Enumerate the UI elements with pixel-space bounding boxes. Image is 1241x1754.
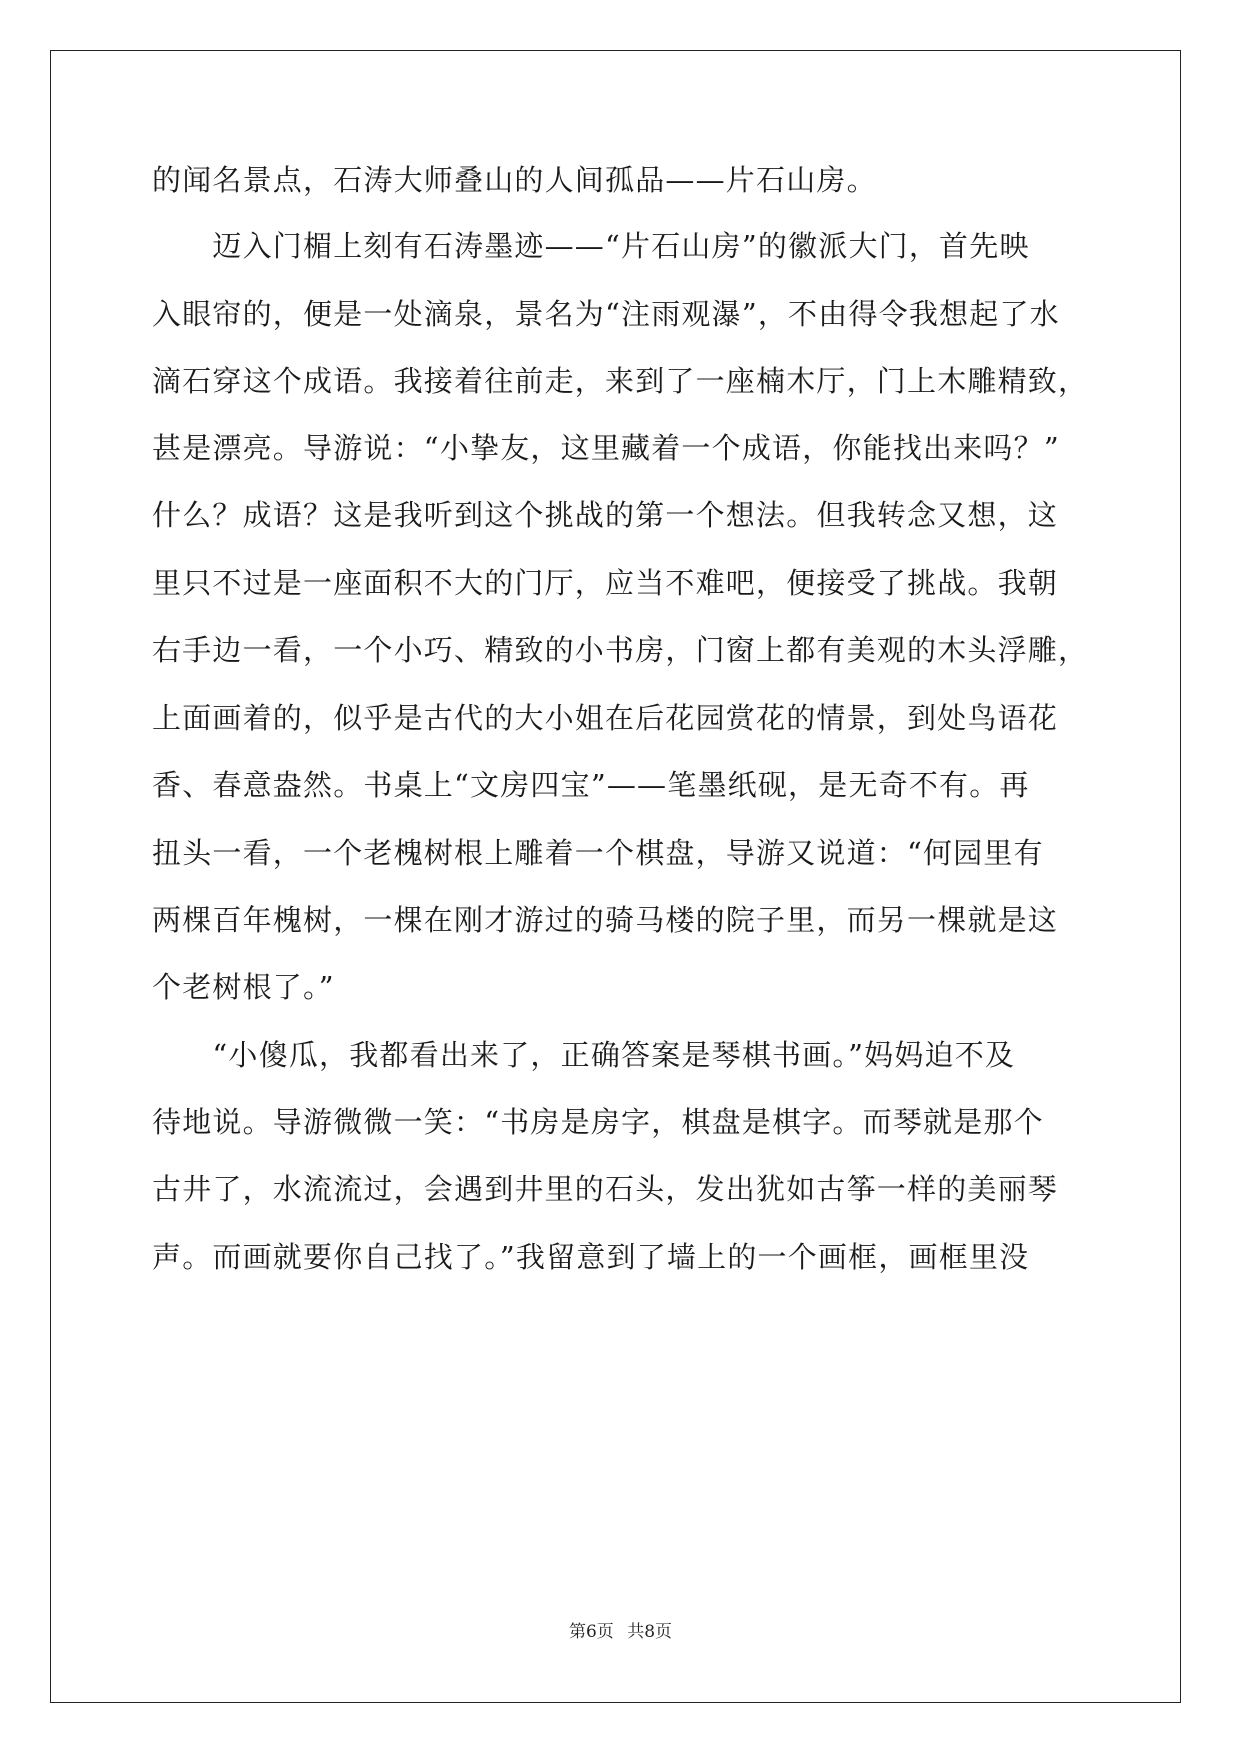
text-line: 上面画着的，似乎是古代的大小姐在后花园赏花的情景，到处鸟语花 — [152, 701, 1059, 735]
text-line: 滴石穿这个成语。我接着往前走，来到了一座楠木厅，门上木雕精致， — [152, 364, 1089, 398]
page-footer — [0, 1617, 1241, 1642]
page-number: 第6页 — [568, 1622, 614, 1642]
text-line: 迈入门楣上刻有石涛墨迹——“片石山房”的徽派大门，首先映 — [152, 229, 1030, 263]
text-line: 甚是漂亮。导游说：“小挚友，这里藏着一个成语，你能找出来吗？” — [152, 431, 1060, 465]
text-line: “小傻瓜，我都看出来了，正确答案是琴棋书画。”妈妈迫不及 — [152, 1038, 1016, 1072]
text-line: 右手边一看，一个小巧、精致的小书房，门窗上都有美观的木头浮雕， — [152, 633, 1089, 667]
text-line: 两棵百年槐树，一棵在刚才游过的骑马楼的院子里，而另一棵就是这 — [152, 903, 1059, 937]
text-line: 个老树根了。” — [152, 970, 335, 1004]
text-line: 扭头一看，一个老槐树根上雕着一个棋盘，导游又说道：“何园里有 — [152, 836, 1044, 870]
text-line: 里只不过是一座面积不大的门厅，应当不难吧，便接受了挑战。我朝 — [152, 566, 1059, 600]
text-line: 入眼帘的，便是一处滴泉，景名为“注雨观瀑”，不由得令我想起了水 — [152, 297, 1060, 331]
text-line: 待地说。导游微微一笑：“书房是房字，棋盘是棋字。而琴就是那个 — [152, 1105, 1044, 1139]
page-total: 共8页 — [627, 1622, 673, 1642]
text-line: 古井了，水流流过，会遇到井里的石头，发出犹如古筝一样的美丽琴 — [152, 1172, 1059, 1206]
text-line: 香、春意盎然。书桌上“文房四宝”——笔墨纸砚，是无奇不有。再 — [152, 768, 1030, 802]
text-line: 声。而画就要你自己找了。”我留意到了墙上的一个画框，画框里没 — [152, 1240, 1030, 1274]
text-line: 的闻名景点，石涛大师叠山的人间孤品——片石山房。 — [152, 163, 877, 197]
text-line: 什么？成语？这是我听到这个挑战的第一个想法。但我转念又想，这 — [152, 498, 1059, 532]
